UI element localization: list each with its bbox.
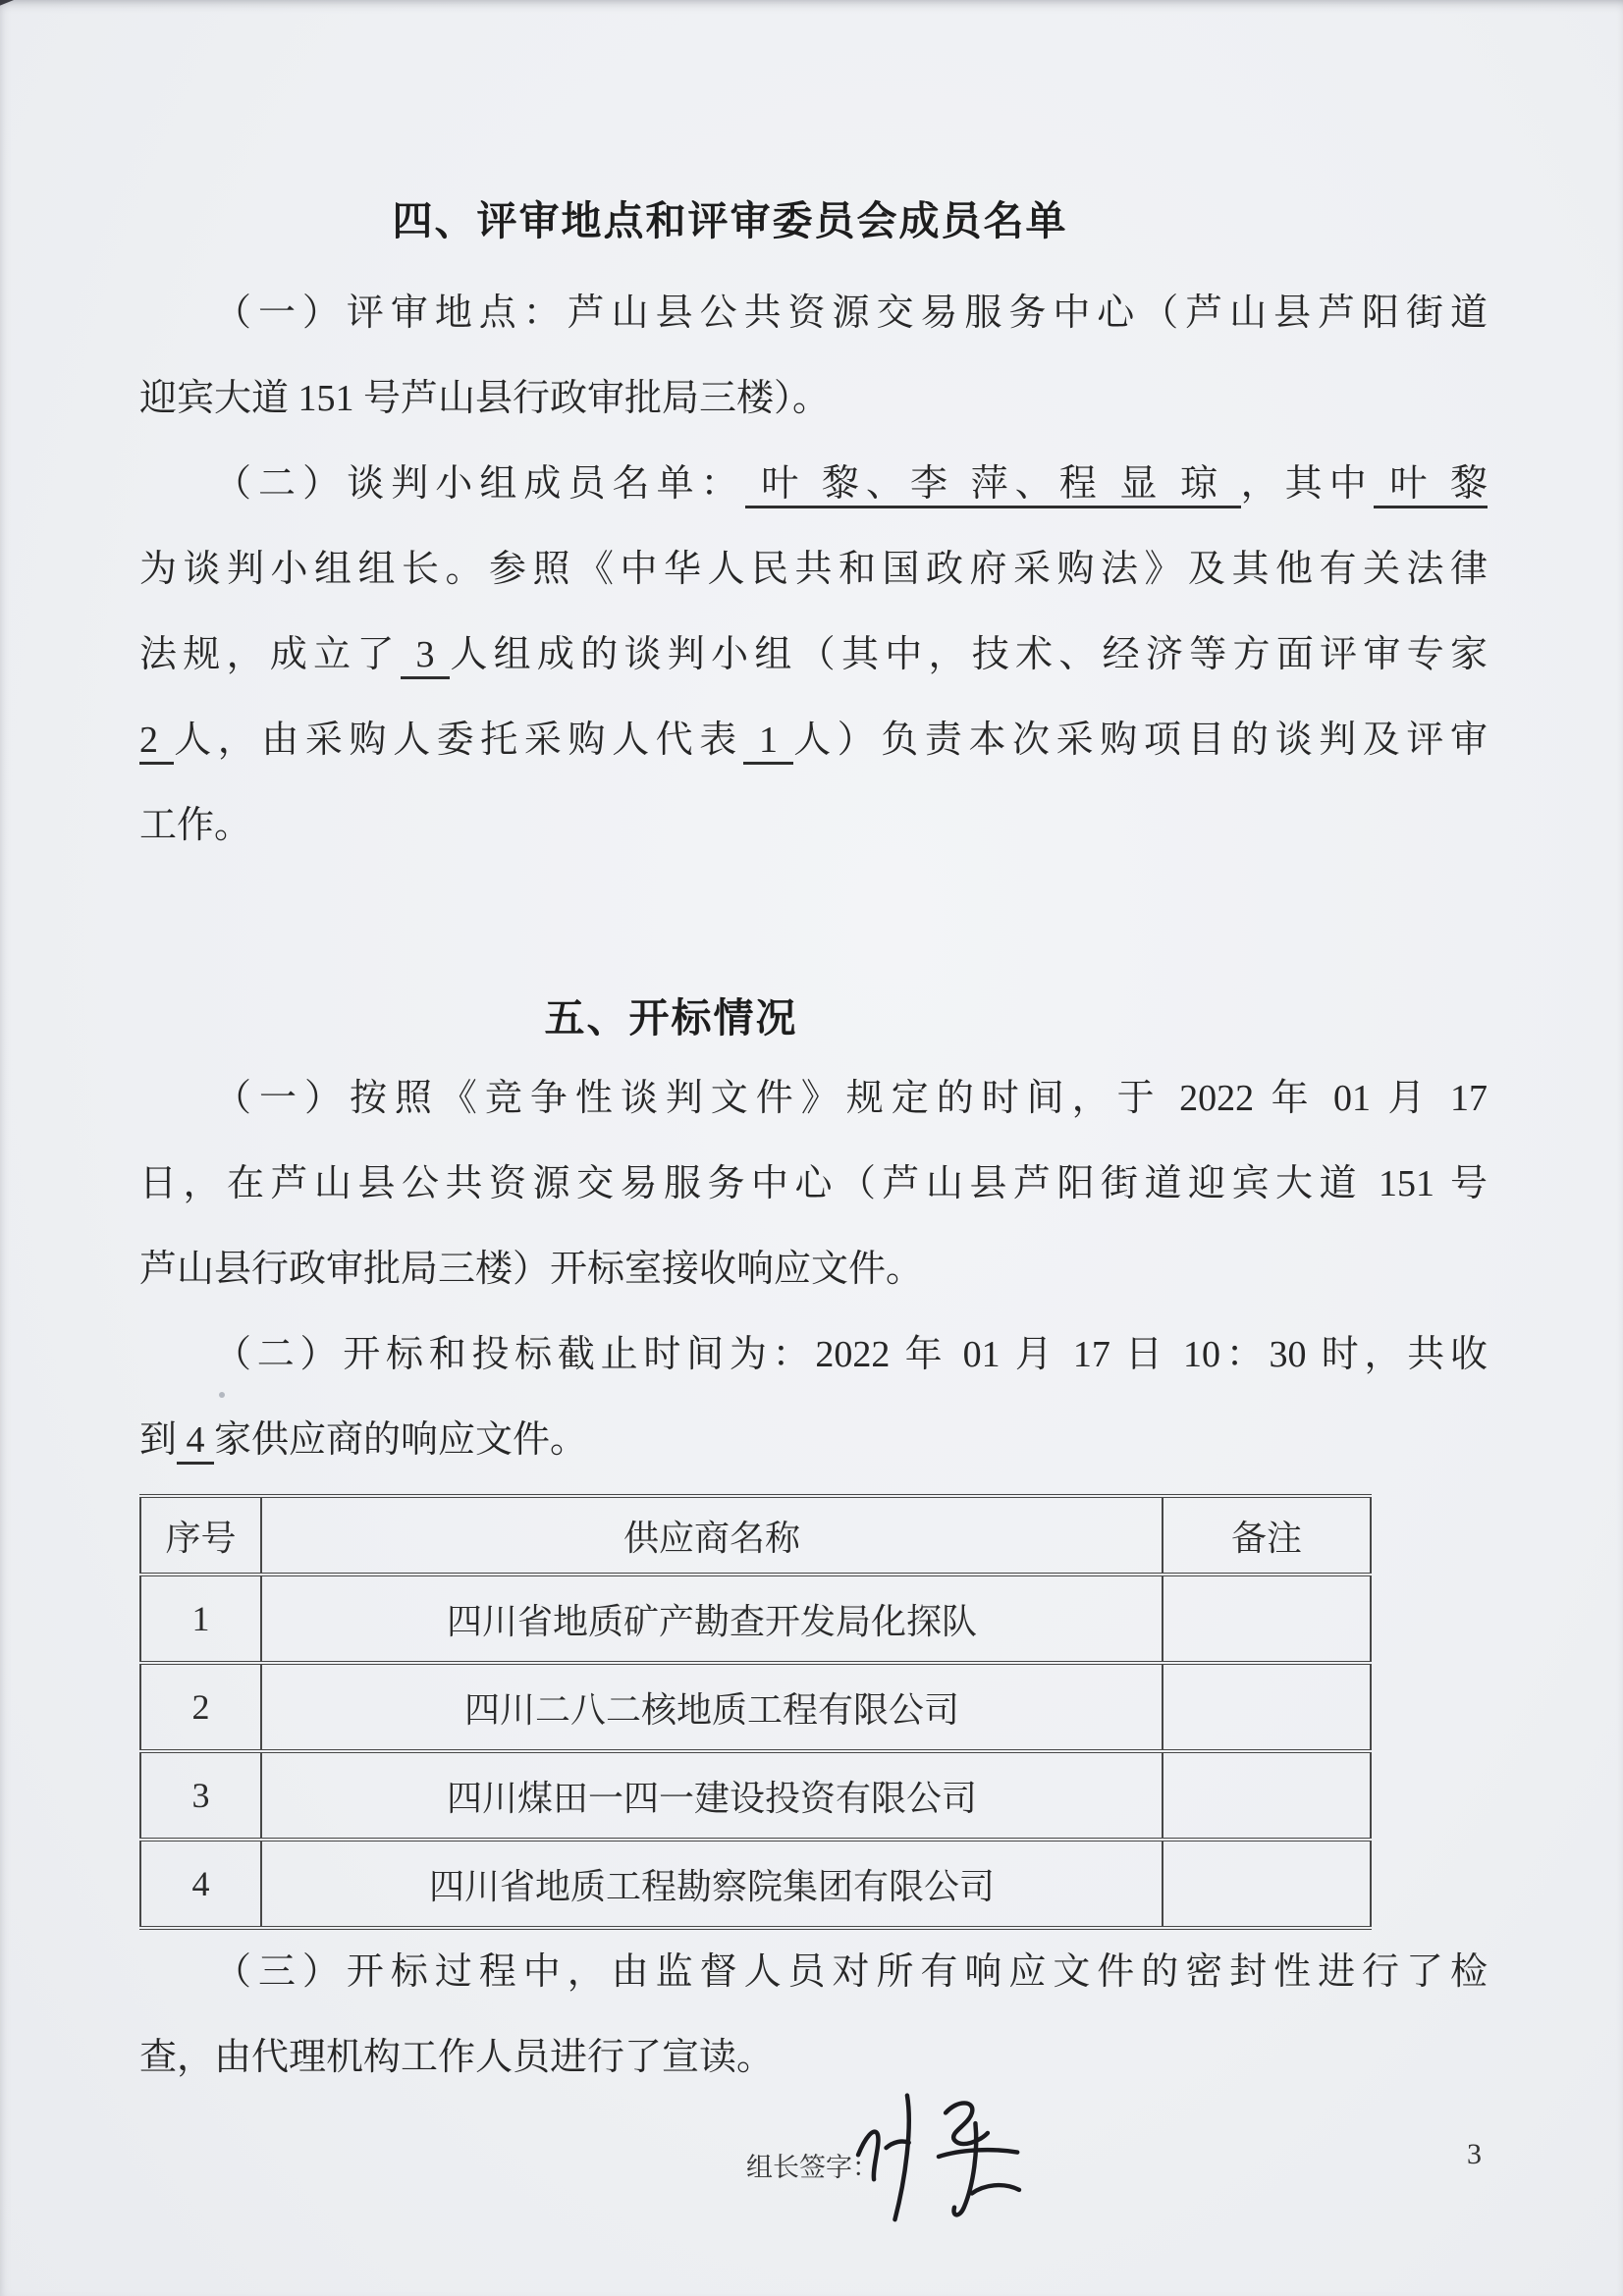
text-segment: 日，在芦山县公共资源交易服务中心（芦山县芦阳街道迎宾大道 151 号 xyxy=(139,1163,1488,1204)
text-line xyxy=(139,376,1488,423)
scan-speck xyxy=(219,1392,225,1398)
text-segment: 人组成的谈判小组（其中，技术、经济等方面评审专家 xyxy=(450,634,1488,675)
text-line xyxy=(139,2035,1488,2082)
cell-no: 4 xyxy=(140,1840,261,1928)
column-header-supplier-name: 供应商名称 xyxy=(261,1496,1163,1575)
cell-supplier-name: 四川省地质工程勘察院集团有限公司 xyxy=(261,1840,1163,1928)
text-segment: 法规，成立了 xyxy=(139,634,401,675)
leader-signature-label: 组长签字： xyxy=(746,2153,879,2182)
text-line xyxy=(139,803,1488,850)
page-number: 3 xyxy=(1467,2138,1482,2170)
text-segment: （一）按照《竞争性谈判文件》规定的时间，于 2022 年 01 月 17 xyxy=(214,1078,1488,1119)
cell-no: 1 xyxy=(140,1575,261,1663)
text-line xyxy=(139,1161,1488,1208)
cell-note xyxy=(1163,1575,1371,1663)
underlined-names: 叶 黎、李 萍、程 显 琼 xyxy=(745,463,1241,508)
cell-no: 2 xyxy=(140,1663,261,1751)
table-row xyxy=(140,1840,1371,1928)
text-line xyxy=(139,1417,1488,1465)
text-segment: （三）开标过程中，由监督人员对所有响应文件的密封性进行了检 xyxy=(214,1951,1488,1993)
cell-supplier-name: 四川省地质矿产勘查开发局化探队 xyxy=(261,1575,1163,1663)
text-line xyxy=(139,461,1488,508)
cell-note xyxy=(1163,1840,1371,1928)
scan-corner-artifact xyxy=(0,0,75,11)
text-line xyxy=(139,632,1488,679)
text-line xyxy=(139,291,1488,338)
text-segment: 芦山县行政审批局三楼）开标室接收响应文件。 xyxy=(139,1249,924,1290)
table-row xyxy=(140,1751,1371,1840)
text-segment: 工作。 xyxy=(139,805,252,846)
cell-note xyxy=(1163,1751,1371,1840)
text-line xyxy=(139,1076,1488,1123)
text-segment: ，其中 xyxy=(1240,463,1374,505)
table-row xyxy=(140,1663,1371,1751)
underlined-number: 3 xyxy=(401,634,451,679)
text-segment: 查，由代理机构工作人员进行了宣读。 xyxy=(139,2037,775,2078)
text-line xyxy=(139,718,1488,765)
leader-signature-handwriting xyxy=(842,2085,1035,2228)
underlined-leader-name: 叶 黎 xyxy=(1374,463,1488,508)
text-segment: 家供应商的响应文件。 xyxy=(214,1419,588,1461)
cell-note xyxy=(1163,1663,1371,1751)
section4-heading: 四、评审地点和评审委员会成员名单 xyxy=(392,198,1068,243)
text-segment: 为谈判小组组长。参照《中华人民共和国政府采购法》及其他有关法律 xyxy=(139,549,1488,590)
text-line xyxy=(139,1332,1488,1379)
text-segment: 到 xyxy=(139,1419,178,1461)
text-segment: （二）开标和投标截止时间为：2022 年 01 月 17 日 10：30 时，共收 xyxy=(214,1334,1488,1375)
text-segment: 人）负责本次采购项目的谈判及评审 xyxy=(793,720,1488,761)
suppliers-table xyxy=(139,1494,1372,1930)
underlined-number: 4 xyxy=(177,1419,214,1465)
cell-no: 3 xyxy=(140,1751,261,1840)
underlined-number: 1 xyxy=(743,720,793,765)
text-segment: 人，由采购人委托采购人代表 xyxy=(174,720,743,761)
table-row xyxy=(140,1575,1371,1663)
text-line xyxy=(139,1949,1488,1997)
section5-heading: 五、开标情况 xyxy=(544,995,798,1041)
underlined-number: 2 xyxy=(139,720,174,765)
text-line xyxy=(139,1247,1488,1294)
cell-supplier-name: 四川二八二核地质工程有限公司 xyxy=(261,1663,1163,1751)
text-line xyxy=(139,547,1488,594)
cell-supplier-name: 四川煤田一四一建设投资有限公司 xyxy=(261,1751,1163,1840)
column-header-no: 序号 xyxy=(140,1496,261,1575)
text-segment: （二）谈判小组成员名单： xyxy=(214,463,745,505)
column-header-note: 备注 xyxy=(1163,1496,1371,1575)
text-segment: 迎宾大道 151 号芦山县行政审批局三楼）。 xyxy=(139,378,831,419)
text-segment: （一）评审地点：芦山县公共资源交易服务中心（芦山县芦阳街道 xyxy=(214,293,1488,334)
table-header-row xyxy=(140,1496,1371,1575)
